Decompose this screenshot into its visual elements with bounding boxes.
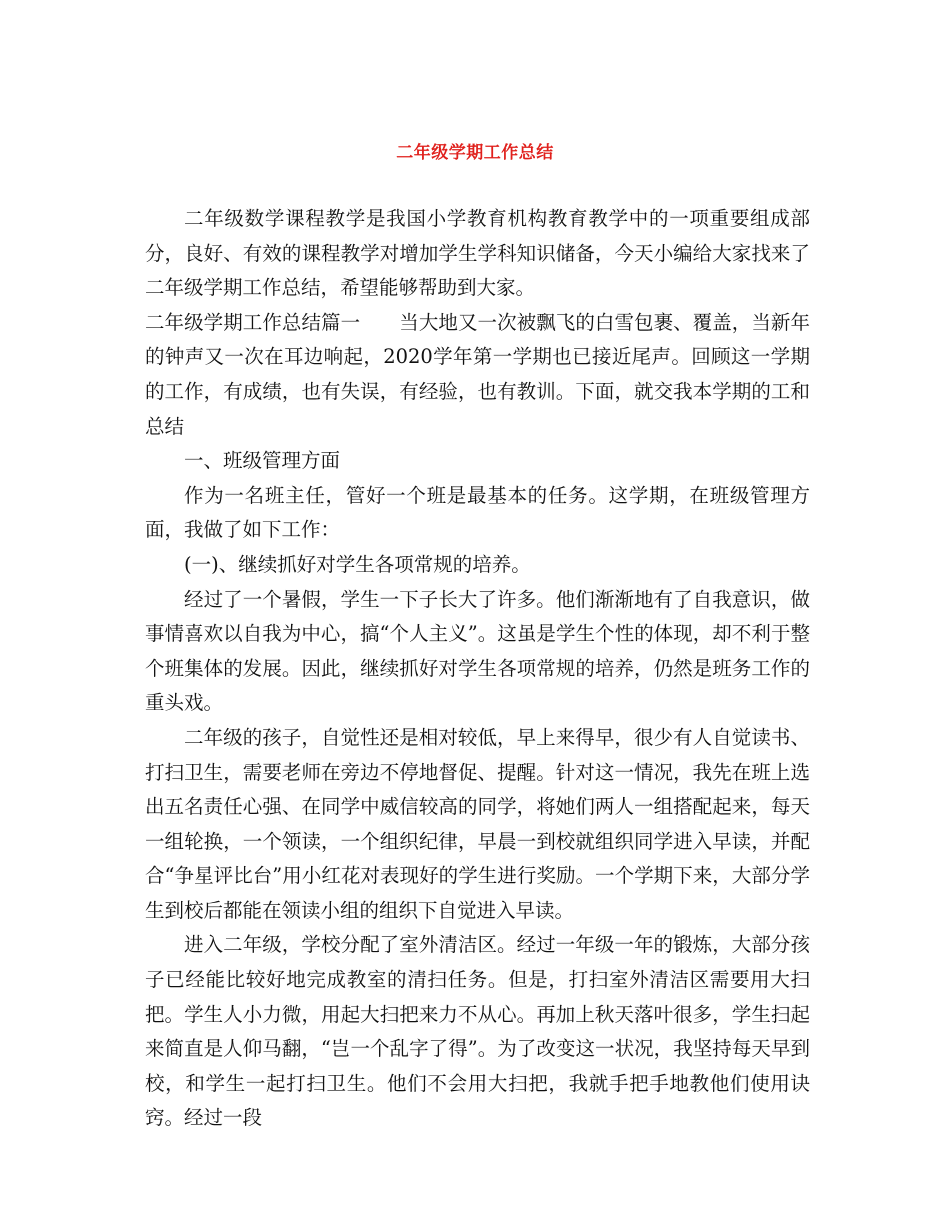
paragraph-cleaning-area: 进入二年级，学校分配了室外清洁区。经过一年级一年的锻炼，大部分孩子已经能比较好地完成教室的清扫任务。但是，打扫室外清洁区需要用大扫把。学生人小力微，用起大扫把来力不从心。再加上秋天落叶很多，学生扫起来简直是人仰马翻，“岂一个乱字了得”。为了改变这一状况，我坚持每天早到校，和学生一起打扫卫生。他们不会用大扫把，我就手把手地教他们使用诀窍。经过一段 bbox=[145, 933, 810, 1130]
document-title: 二年级学期工作总结 bbox=[396, 143, 554, 163]
document-body bbox=[145, 202, 810, 1136]
paragraph-class-teacher-role: 作为一名班主任，管好一个班是最基本的任务。这学期，在班级管理方面，我做了如下工作： bbox=[145, 483, 810, 542]
subheading-routine-training: (一)、继续抓好对学生各项常规的培养。 bbox=[184, 552, 531, 576]
paragraph-summer-growth: 经过了一个暑假，学生一下子长大了许多。他们渐渐地有了自我意识，做事情喜欢以自我为中心，搞“个人主义”。这虽是学生个性的体现，却不利于整个班集体的发展。因此，继续抓好对学生各项常规的培养，仍然是班务工作的重头戏。 bbox=[145, 587, 810, 715]
paragraph-section-one-opening: 二年级学期工作总结篇一 当大地又一次被飘飞的白雪包裹、覆盖，当新年的钟声又一次在耳边响起，2020学年第一学期也已接近尾声。回顾这一学期的工作，有成绩，也有失误，有经验，也有教训。下面，就交我本学期的工和总结 bbox=[145, 310, 810, 438]
paragraph-intro: 二年级数学课程教学是我国小学教育机构教育教学中的一项重要组成部分，良好、有效的课程教学对增加学生学科知识储备，今天小编给大家找来了二年级学期工作总结，希望能够帮助到大家。 bbox=[145, 207, 810, 300]
heading-class-management: 一、班级管理方面 bbox=[184, 449, 341, 473]
paragraph-morning-reading: 二年级的孩子，自觉性还是相对较低，早上来得早，很少有人自觉读书、打扫卫生，需要老师在旁边不停地督促、提醒。针对这一情况，我先在班上选出五名责任心强、在同学中威信较高的同学，将她们两人一组搭配起来，每天一组轮换，一个领读，一个组织纪律，早晨一到校就组织同学进入早读，并配合“争星评比台”用小红花对表现好的学生进行奖励。一个学期下来，大部分学生到校后都能在领读小组的组织下自觉进入早读。 bbox=[145, 725, 810, 922]
